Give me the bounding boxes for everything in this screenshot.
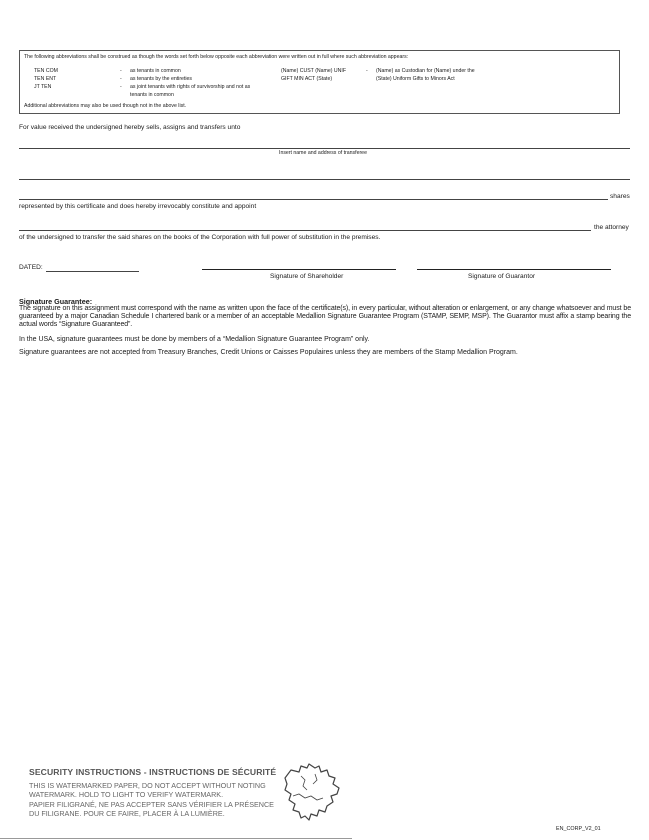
security-line-2: WATERMARK. HOLD TO LIGHT TO VERIFY WATERMARK. (29, 790, 224, 799)
attorney-line[interactable] (19, 230, 591, 231)
dated-line[interactable] (46, 271, 139, 272)
abbr-meaning-jt-ten-cont: tenants in common (130, 92, 174, 98)
abbr-meaning-ten-ent: as tenants by the entireties (130, 76, 192, 82)
shareholder-signature-label: Signature of Shareholder (270, 273, 344, 280)
shareholder-signature-line[interactable] (202, 269, 396, 270)
guarantor-signature-line[interactable] (417, 269, 611, 270)
abbr-meaning-unif-2: (State) Uniform Gifts to Minors Act (376, 76, 455, 82)
shares-line[interactable] (19, 199, 608, 200)
guarantee-heading: Signature Guarantee: (19, 297, 93, 306)
guarantee-paragraph-1: The signature on this assignment must correspond with the name as written upon the face of the certificate(s), in every particular, without alteration or enlargement, or any change whatsoever and must be guaranteed by a major Canadian Schedule I chartered bank or a member of an acceptable Medallion Signature Guarantee Program (STAMP, SEMP, MSP). The Guarantor must affix a stamp bearing the actual words “Signature Guaranteed”. (19, 305, 631, 329)
represented-text: represented by this certificate and does hereby irrevocably constitute and appoint (19, 203, 257, 210)
abbr-code-jt-ten: JT TEN (34, 84, 52, 90)
abbr-dash: - (120, 76, 122, 82)
abbr-code-ten-ent: TEN ENT (34, 76, 57, 82)
shares-label: shares (610, 193, 630, 200)
abbreviations-intro: The following abbreviations shall be construed as though the words set forth below opposite each abbreviation were written out in full where such abbreviation appears: (24, 54, 409, 60)
guarantor-signature-label: Signature of Guarantor (468, 273, 536, 280)
transferee-caption: Insert name and address of transferee (279, 150, 367, 156)
abbr-meaning-jt-ten: as joint tenants with rights of survivorship and not as (130, 84, 251, 90)
security-line-4: DU FILIGRANE. POUR CE FAIRE, PLACER À LA LUMIÈRE. (29, 809, 225, 818)
abbr-meaning-ten-com: as tenants in common (130, 68, 181, 74)
attorney-text: of the undersigned to transfer the said shares on the books of the Corporation with full power of substitution in the premises. (19, 234, 381, 241)
dated-label: DATED: (19, 264, 43, 271)
abbr-code-ten-com: TEN COM (34, 68, 58, 74)
security-title: SECURITY INSTRUCTIONS - INSTRUCTIONS DE SÉCURITÉ (29, 767, 277, 777)
security-line-1: THIS IS WATERMARKED PAPER, DO NOT ACCEPT WITHOUT NOTING (29, 781, 266, 790)
abbr-code-unif-2: GIFT MIN ACT (State) (281, 76, 333, 82)
transfer-intro: For value received the undersigned hereby sells, assigns and transfers unto (19, 124, 241, 131)
abbr-meaning-unif-1: (Name) as Custodian for (Name) under the (376, 68, 475, 74)
abbreviations-footer: Additional abbreviations may also be used though not in the above list. (24, 103, 187, 109)
form-code: EN_CORP_V2_01 (556, 826, 601, 832)
canada-map-icon (279, 760, 345, 824)
abbr-code-unif-1: (Name) CUST (Name) UNIF (281, 68, 347, 74)
bottom-rule (0, 838, 352, 839)
guarantee-paragraph-3: Signature guarantees are not accepted from Treasury Branches, Credit Unions or Caisses Populaires unless they are members of the Stamp Medallion Program. (19, 349, 518, 356)
abbr-dash: - (120, 68, 122, 74)
attorney-label: the attorney (594, 224, 629, 231)
guarantee-paragraph-2: In the USA, signature guarantees must be done by members of a “Medallion Signature Guarantee Program” only. (19, 336, 370, 343)
transferee-line-2[interactable] (19, 179, 630, 180)
transferee-line-1[interactable] (19, 148, 630, 149)
abbr-dash: - (120, 84, 122, 90)
abbr-dash: - (366, 68, 368, 74)
security-line-3: PAPIER FILIGRANÉ, NE PAS ACCEPTER SANS VÉRIFIER LA PRÉSENCE (29, 800, 274, 809)
